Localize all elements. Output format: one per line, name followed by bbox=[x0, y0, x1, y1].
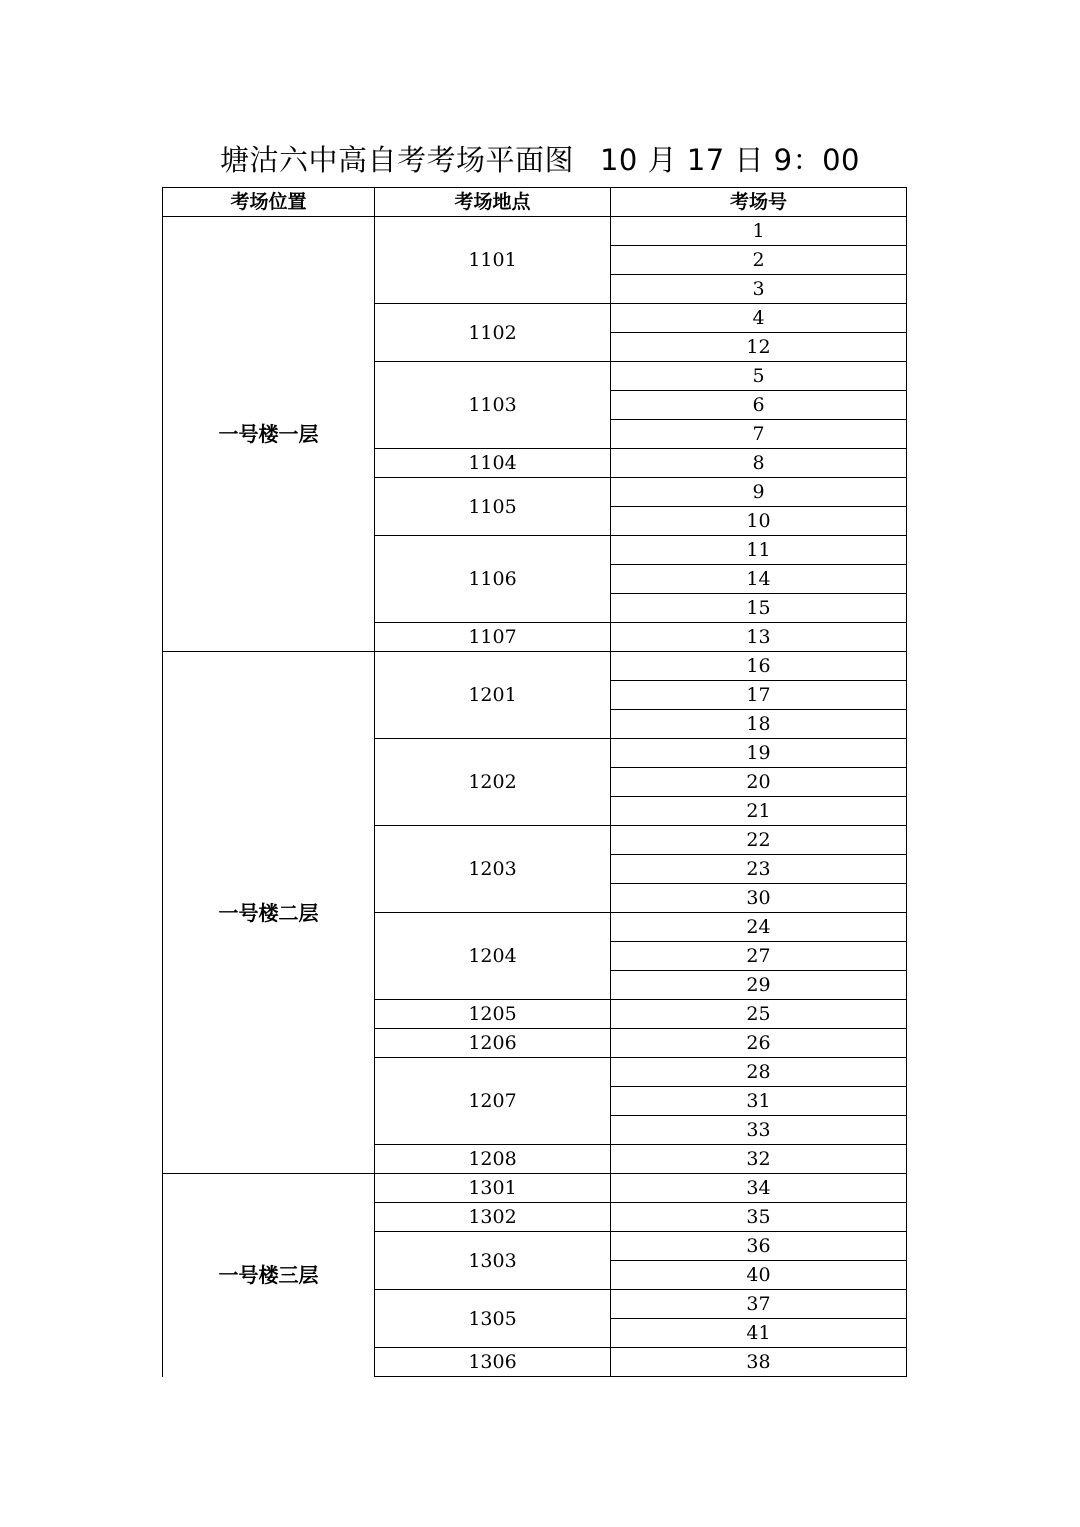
room-number-cell: 27 bbox=[611, 942, 907, 971]
location-cell: 1306 bbox=[375, 1348, 611, 1377]
room-number-cell: 26 bbox=[611, 1029, 907, 1058]
header-location: 考场地点 bbox=[375, 188, 611, 217]
location-cell: 1301 bbox=[375, 1174, 611, 1203]
table-row bbox=[163, 217, 907, 246]
room-number-cell: 6 bbox=[611, 391, 907, 420]
room-number-cell: 18 bbox=[611, 710, 907, 739]
room-number-cell: 8 bbox=[611, 449, 907, 478]
location-cell: 1107 bbox=[375, 623, 611, 652]
room-number-cell: 14 bbox=[611, 565, 907, 594]
room-number-cell: 20 bbox=[611, 768, 907, 797]
table-row bbox=[163, 652, 907, 681]
room-number-cell: 4 bbox=[611, 304, 907, 333]
room-number-cell: 24 bbox=[611, 913, 907, 942]
room-number-cell: 35 bbox=[611, 1203, 907, 1232]
room-number-cell: 9 bbox=[611, 478, 907, 507]
room-number-cell: 31 bbox=[611, 1087, 907, 1116]
location-cell: 1302 bbox=[375, 1203, 611, 1232]
room-number-cell: 10 bbox=[611, 507, 907, 536]
room-number-cell: 41 bbox=[611, 1319, 907, 1348]
location-cell: 1206 bbox=[375, 1029, 611, 1058]
location-cell: 1101 bbox=[375, 217, 611, 304]
floor-cell: 一号楼三层 bbox=[163, 1174, 375, 1377]
room-number-cell: 17 bbox=[611, 681, 907, 710]
room-number-cell: 32 bbox=[611, 1145, 907, 1174]
location-cell: 1203 bbox=[375, 826, 611, 913]
room-number-cell: 16 bbox=[611, 652, 907, 681]
location-cell: 1303 bbox=[375, 1232, 611, 1290]
location-cell: 1201 bbox=[375, 652, 611, 739]
title-time: 10 月 17 日 9：00 bbox=[599, 143, 861, 177]
room-number-cell: 1 bbox=[611, 217, 907, 246]
location-cell: 1103 bbox=[375, 362, 611, 449]
room-number-cell: 38 bbox=[611, 1348, 907, 1377]
room-number-cell: 25 bbox=[611, 1000, 907, 1029]
room-number-cell: 28 bbox=[611, 1058, 907, 1087]
room-number-cell: 15 bbox=[611, 594, 907, 623]
room-number-cell: 37 bbox=[611, 1290, 907, 1319]
location-cell: 1204 bbox=[375, 913, 611, 1000]
location-cell: 1104 bbox=[375, 449, 611, 478]
room-number-cell: 11 bbox=[611, 536, 907, 565]
room-number-cell: 3 bbox=[611, 275, 907, 304]
title-text: 塘沽六中高自考考场平面图 bbox=[219, 143, 574, 177]
room-number-cell: 36 bbox=[611, 1232, 907, 1261]
room-number-cell: 40 bbox=[611, 1261, 907, 1290]
location-cell: 1305 bbox=[375, 1290, 611, 1348]
floor-cell: 一号楼一层 bbox=[163, 217, 375, 652]
location-cell: 1208 bbox=[375, 1145, 611, 1174]
location-cell: 1105 bbox=[375, 478, 611, 536]
page-title bbox=[0, 138, 1080, 182]
room-number-cell: 13 bbox=[611, 623, 907, 652]
room-number-cell: 22 bbox=[611, 826, 907, 855]
room-number-cell: 12 bbox=[611, 333, 907, 362]
location-cell: 1106 bbox=[375, 536, 611, 623]
location-cell: 1205 bbox=[375, 1000, 611, 1029]
table-row bbox=[163, 1174, 907, 1203]
room-number-cell: 19 bbox=[611, 739, 907, 768]
exam-room-table bbox=[162, 187, 907, 1377]
room-number-cell: 7 bbox=[611, 420, 907, 449]
location-cell: 1207 bbox=[375, 1058, 611, 1145]
floor-cell: 一号楼二层 bbox=[163, 652, 375, 1174]
room-number-cell: 34 bbox=[611, 1174, 907, 1203]
location-cell: 1102 bbox=[375, 304, 611, 362]
table-header-row bbox=[163, 188, 907, 217]
room-number-cell: 33 bbox=[611, 1116, 907, 1145]
header-position: 考场位置 bbox=[163, 188, 375, 217]
room-number-cell: 30 bbox=[611, 884, 907, 913]
room-number-cell: 5 bbox=[611, 362, 907, 391]
room-number-cell: 23 bbox=[611, 855, 907, 884]
room-number-cell: 29 bbox=[611, 971, 907, 1000]
header-room-number: 考场号 bbox=[611, 188, 907, 217]
room-number-cell: 2 bbox=[611, 246, 907, 275]
room-number-cell: 21 bbox=[611, 797, 907, 826]
location-cell: 1202 bbox=[375, 739, 611, 826]
table-body bbox=[163, 217, 907, 1377]
